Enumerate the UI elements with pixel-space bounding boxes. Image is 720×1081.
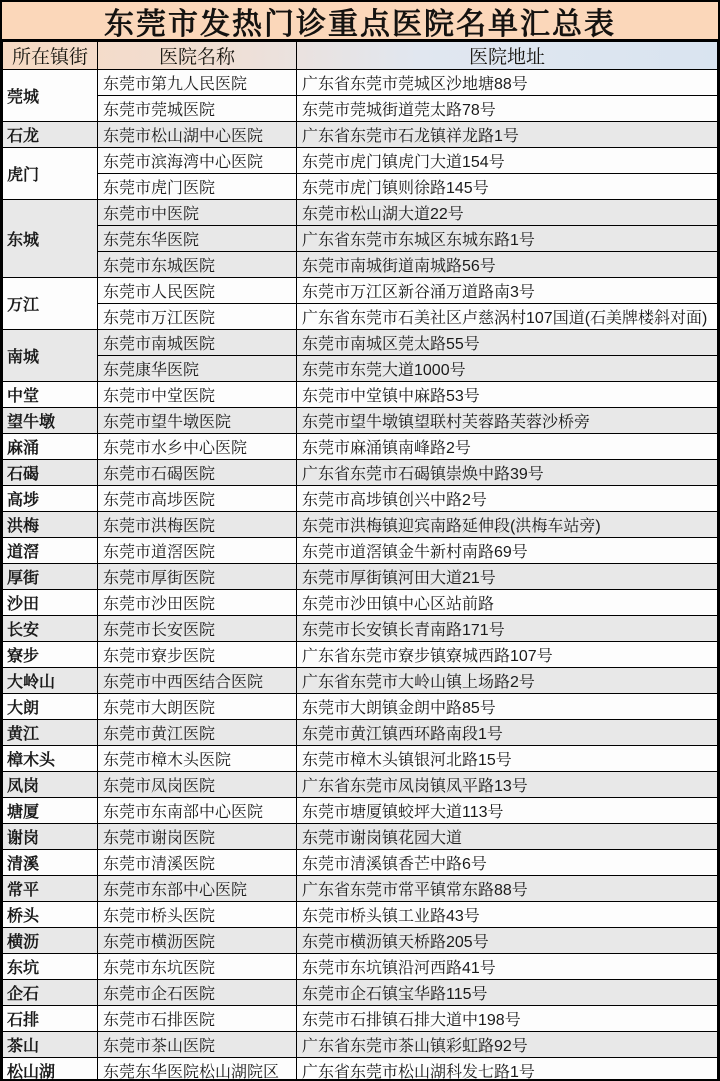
hospital-table — [2, 41, 718, 1081]
hospital-address-cell: 东莞市万江区新谷涌万道路南3号 — [297, 278, 718, 304]
town-cell: 塘厦 — [3, 798, 98, 824]
hospital-address-cell: 广东省东莞市莞城区沙地塘88号 — [297, 70, 718, 96]
hospital-address-cell: 东莞市大朗镇金朗中路85号 — [297, 694, 718, 720]
hospital-name-cell: 东莞市道滘医院 — [98, 538, 297, 564]
town-cell: 凤岗 — [3, 772, 98, 798]
hospital-name-cell: 东莞市长安医院 — [98, 616, 297, 642]
table-row — [3, 148, 718, 174]
town-cell: 莞城 — [3, 70, 98, 122]
town-cell: 沙田 — [3, 590, 98, 616]
hospital-name-cell: 东莞市虎门医院 — [98, 174, 297, 200]
hospital-address-cell: 东莞市黄江镇西环路南段1号 — [297, 720, 718, 746]
town-cell: 长安 — [3, 616, 98, 642]
table-row — [3, 772, 718, 798]
table-header — [3, 42, 718, 70]
hospital-name-cell: 东莞市黄江医院 — [98, 720, 297, 746]
hospital-address-cell: 东莞市横沥镇天桥路205号 — [297, 928, 718, 954]
hospital-address-cell: 东莞市谢岗镇花园大道 — [297, 824, 718, 850]
page-title: 东莞市发热门诊重点医院名单汇总表 — [2, 2, 718, 41]
table-row — [3, 616, 718, 642]
hospital-name-cell: 东莞市人民医院 — [98, 278, 297, 304]
town-cell: 东坑 — [3, 954, 98, 980]
hospital-address-cell: 东莞市望牛墩镇望联村芙蓉路芙蓉沙桥旁 — [297, 408, 718, 434]
town-cell: 企石 — [3, 980, 98, 1006]
hospital-address-cell: 广东省东莞市凤岗镇凤平路13号 — [297, 772, 718, 798]
town-cell: 石排 — [3, 1006, 98, 1032]
hospital-name-cell: 东莞康华医院 — [98, 356, 297, 382]
hospital-address-cell: 东莞市厚街镇河田大道21号 — [297, 564, 718, 590]
hospital-address-cell: 东莞市东莞大道1000号 — [297, 356, 718, 382]
column-header-hospital-address: 医院地址 — [297, 42, 718, 70]
hospital-address-cell: 东莞市樟木头镇银河北路15号 — [297, 746, 718, 772]
hospital-address-cell: 东莞市清溪镇香芒中路6号 — [297, 850, 718, 876]
hospital-name-cell: 东莞市高埗医院 — [98, 486, 297, 512]
town-cell: 黄江 — [3, 720, 98, 746]
town-cell: 桥头 — [3, 902, 98, 928]
table-row — [3, 642, 718, 668]
town-cell: 高埗 — [3, 486, 98, 512]
hospital-address-cell: 东莞市虎门镇虎门大道154号 — [297, 148, 718, 174]
town-cell: 洪梅 — [3, 512, 98, 538]
table-row — [3, 96, 718, 122]
hospital-name-cell: 东莞市东南部中心医院 — [98, 798, 297, 824]
table-row — [3, 746, 718, 772]
hospital-address-cell: 广东省东莞市茶山镇彩虹路92号 — [297, 1032, 718, 1058]
table-row — [3, 1006, 718, 1032]
hospital-address-cell: 东莞市麻涌镇南峰路2号 — [297, 434, 718, 460]
town-cell: 东城 — [3, 200, 98, 278]
town-cell: 松山湖 — [3, 1058, 98, 1081]
hospital-address-cell: 东莞市桥头镇工业路43号 — [297, 902, 718, 928]
hospital-name-cell: 东莞市清溪医院 — [98, 850, 297, 876]
table-row — [3, 382, 718, 408]
town-cell: 清溪 — [3, 850, 98, 876]
hospital-address-cell: 广东省东莞市石碣镇崇焕中路39号 — [297, 460, 718, 486]
hospital-address-cell: 东莞市东坑镇沿河西路41号 — [297, 954, 718, 980]
town-cell: 厚街 — [3, 564, 98, 590]
town-cell: 茶山 — [3, 1032, 98, 1058]
hospital-name-cell: 东莞市厚街医院 — [98, 564, 297, 590]
hospital-address-cell: 东莞市高埗镇创兴中路2号 — [297, 486, 718, 512]
table-row — [3, 226, 718, 252]
hospital-address-cell: 东莞市石排镇石排大道中198号 — [297, 1006, 718, 1032]
table-row — [3, 590, 718, 616]
table-row — [3, 512, 718, 538]
hospital-address-cell: 东莞市南城街道南城路56号 — [297, 252, 718, 278]
table-row — [3, 174, 718, 200]
table-row — [3, 330, 718, 356]
column-header-town: 所在镇街 — [3, 42, 98, 70]
hospital-name-cell: 东莞市石碣医院 — [98, 460, 297, 486]
town-cell: 寮步 — [3, 642, 98, 668]
hospital-address-cell: 广东省东莞市常平镇常东路88号 — [297, 876, 718, 902]
town-cell: 谢岗 — [3, 824, 98, 850]
hospital-name-cell: 东莞市洪梅医院 — [98, 512, 297, 538]
table-row — [3, 122, 718, 148]
hospital-name-cell: 东莞市中医院 — [98, 200, 297, 226]
table-row — [3, 304, 718, 330]
hospital-address-cell: 广东省东莞市石美社区卢慈涡村107国道(石美牌楼斜对面) — [297, 304, 718, 330]
table-row — [3, 356, 718, 382]
hospital-table-body — [3, 70, 718, 1081]
table-row — [3, 954, 718, 980]
hospital-address-cell: 东莞市南城区莞太路55号 — [297, 330, 718, 356]
town-cell: 麻涌 — [3, 434, 98, 460]
hospital-name-cell: 东莞市第九人民医院 — [98, 70, 297, 96]
hospital-address-cell: 东莞市松山湖大道22号 — [297, 200, 718, 226]
hospital-address-cell: 广东省东莞市东城区东城东路1号 — [297, 226, 718, 252]
table-row — [3, 460, 718, 486]
hospital-address-cell: 东莞市莞城街道莞太路78号 — [297, 96, 718, 122]
table-row — [3, 928, 718, 954]
hospital-address-cell: 东莞市中堂镇中麻路53号 — [297, 382, 718, 408]
hospital-name-cell: 东莞市万江医院 — [98, 304, 297, 330]
table-row — [3, 1058, 718, 1081]
table-row — [3, 824, 718, 850]
town-cell: 南城 — [3, 330, 98, 382]
hospital-name-cell: 东莞市望牛墩医院 — [98, 408, 297, 434]
hospital-name-cell: 东莞市横沥医院 — [98, 928, 297, 954]
hospital-name-cell: 东莞市沙田医院 — [98, 590, 297, 616]
table-row — [3, 980, 718, 1006]
town-cell: 中堂 — [3, 382, 98, 408]
hospital-address-cell: 东莞市塘厦镇蛟坪大道113号 — [297, 798, 718, 824]
table-row — [3, 720, 718, 746]
table-row — [3, 798, 718, 824]
hospital-address-cell: 东莞市虎门镇则徐路145号 — [297, 174, 718, 200]
hospital-name-cell: 东莞市企石医院 — [98, 980, 297, 1006]
table-row — [3, 538, 718, 564]
hospital-address-cell: 广东省东莞市松山湖科发七路1号 — [297, 1058, 718, 1081]
town-cell: 道滘 — [3, 538, 98, 564]
table-row — [3, 200, 718, 226]
town-cell: 樟木头 — [3, 746, 98, 772]
hospital-address-cell: 东莞市沙田镇中心区站前路 — [297, 590, 718, 616]
table-row — [3, 408, 718, 434]
table-row — [3, 564, 718, 590]
hospital-name-cell: 东莞东华医院松山湖院区 — [98, 1058, 297, 1081]
town-cell: 万江 — [3, 278, 98, 330]
column-header-hospital-name: 医院名称 — [98, 42, 297, 70]
hospital-name-cell: 东莞市石排医院 — [98, 1006, 297, 1032]
table-row — [3, 876, 718, 902]
table-row — [3, 694, 718, 720]
town-cell: 虎门 — [3, 148, 98, 200]
hospital-name-cell: 东莞市凤岗医院 — [98, 772, 297, 798]
hospital-name-cell: 东莞市大朗医院 — [98, 694, 297, 720]
hospital-name-cell: 东莞市东城医院 — [98, 252, 297, 278]
hospital-name-cell: 东莞市东部中心医院 — [98, 876, 297, 902]
hospital-name-cell: 东莞市南城医院 — [98, 330, 297, 356]
town-cell: 望牛墩 — [3, 408, 98, 434]
table-row — [3, 1032, 718, 1058]
hospital-address-cell: 广东省东莞市石龙镇祥龙路1号 — [297, 122, 718, 148]
hospital-address-cell: 广东省东莞市大岭山镇上场路2号 — [297, 668, 718, 694]
hospital-name-cell: 东莞市滨海湾中心医院 — [98, 148, 297, 174]
town-cell: 横沥 — [3, 928, 98, 954]
hospital-name-cell: 东莞市桥头医院 — [98, 902, 297, 928]
header-row — [3, 42, 718, 70]
hospital-name-cell: 东莞市樟木头医院 — [98, 746, 297, 772]
table-row — [3, 70, 718, 96]
town-cell: 大岭山 — [3, 668, 98, 694]
hospital-address-cell: 广东省东莞市寮步镇寮城西路107号 — [297, 642, 718, 668]
hospital-name-cell: 东莞市松山湖中心医院 — [98, 122, 297, 148]
hospital-name-cell: 东莞市水乡中心医院 — [98, 434, 297, 460]
hospital-name-cell: 东莞市中堂医院 — [98, 382, 297, 408]
hospital-name-cell: 东莞市莞城医院 — [98, 96, 297, 122]
table-row — [3, 850, 718, 876]
hospital-name-cell: 东莞东华医院 — [98, 226, 297, 252]
table-row — [3, 434, 718, 460]
town-cell: 常平 — [3, 876, 98, 902]
hospital-name-cell: 东莞市茶山医院 — [98, 1032, 297, 1058]
table-row — [3, 486, 718, 512]
hospital-name-cell: 东莞市东坑医院 — [98, 954, 297, 980]
hospital-address-cell: 东莞市长安镇长青南路171号 — [297, 616, 718, 642]
hospital-address-cell: 东莞市企石镇宝华路115号 — [297, 980, 718, 1006]
hospital-name-cell: 东莞市谢岗医院 — [98, 824, 297, 850]
town-cell: 石碣 — [3, 460, 98, 486]
table-row — [3, 252, 718, 278]
hospital-address-cell: 东莞市洪梅镇迎宾南路延伸段(洪梅车站旁) — [297, 512, 718, 538]
hospital-address-cell: 东莞市道滘镇金牛新村南路69号 — [297, 538, 718, 564]
table-row — [3, 668, 718, 694]
town-cell: 石龙 — [3, 122, 98, 148]
town-cell: 大朗 — [3, 694, 98, 720]
table-row — [3, 278, 718, 304]
table-row — [3, 902, 718, 928]
hospital-name-cell: 东莞市中西医结合医院 — [98, 668, 297, 694]
hospital-name-cell: 东莞市寮步医院 — [98, 642, 297, 668]
